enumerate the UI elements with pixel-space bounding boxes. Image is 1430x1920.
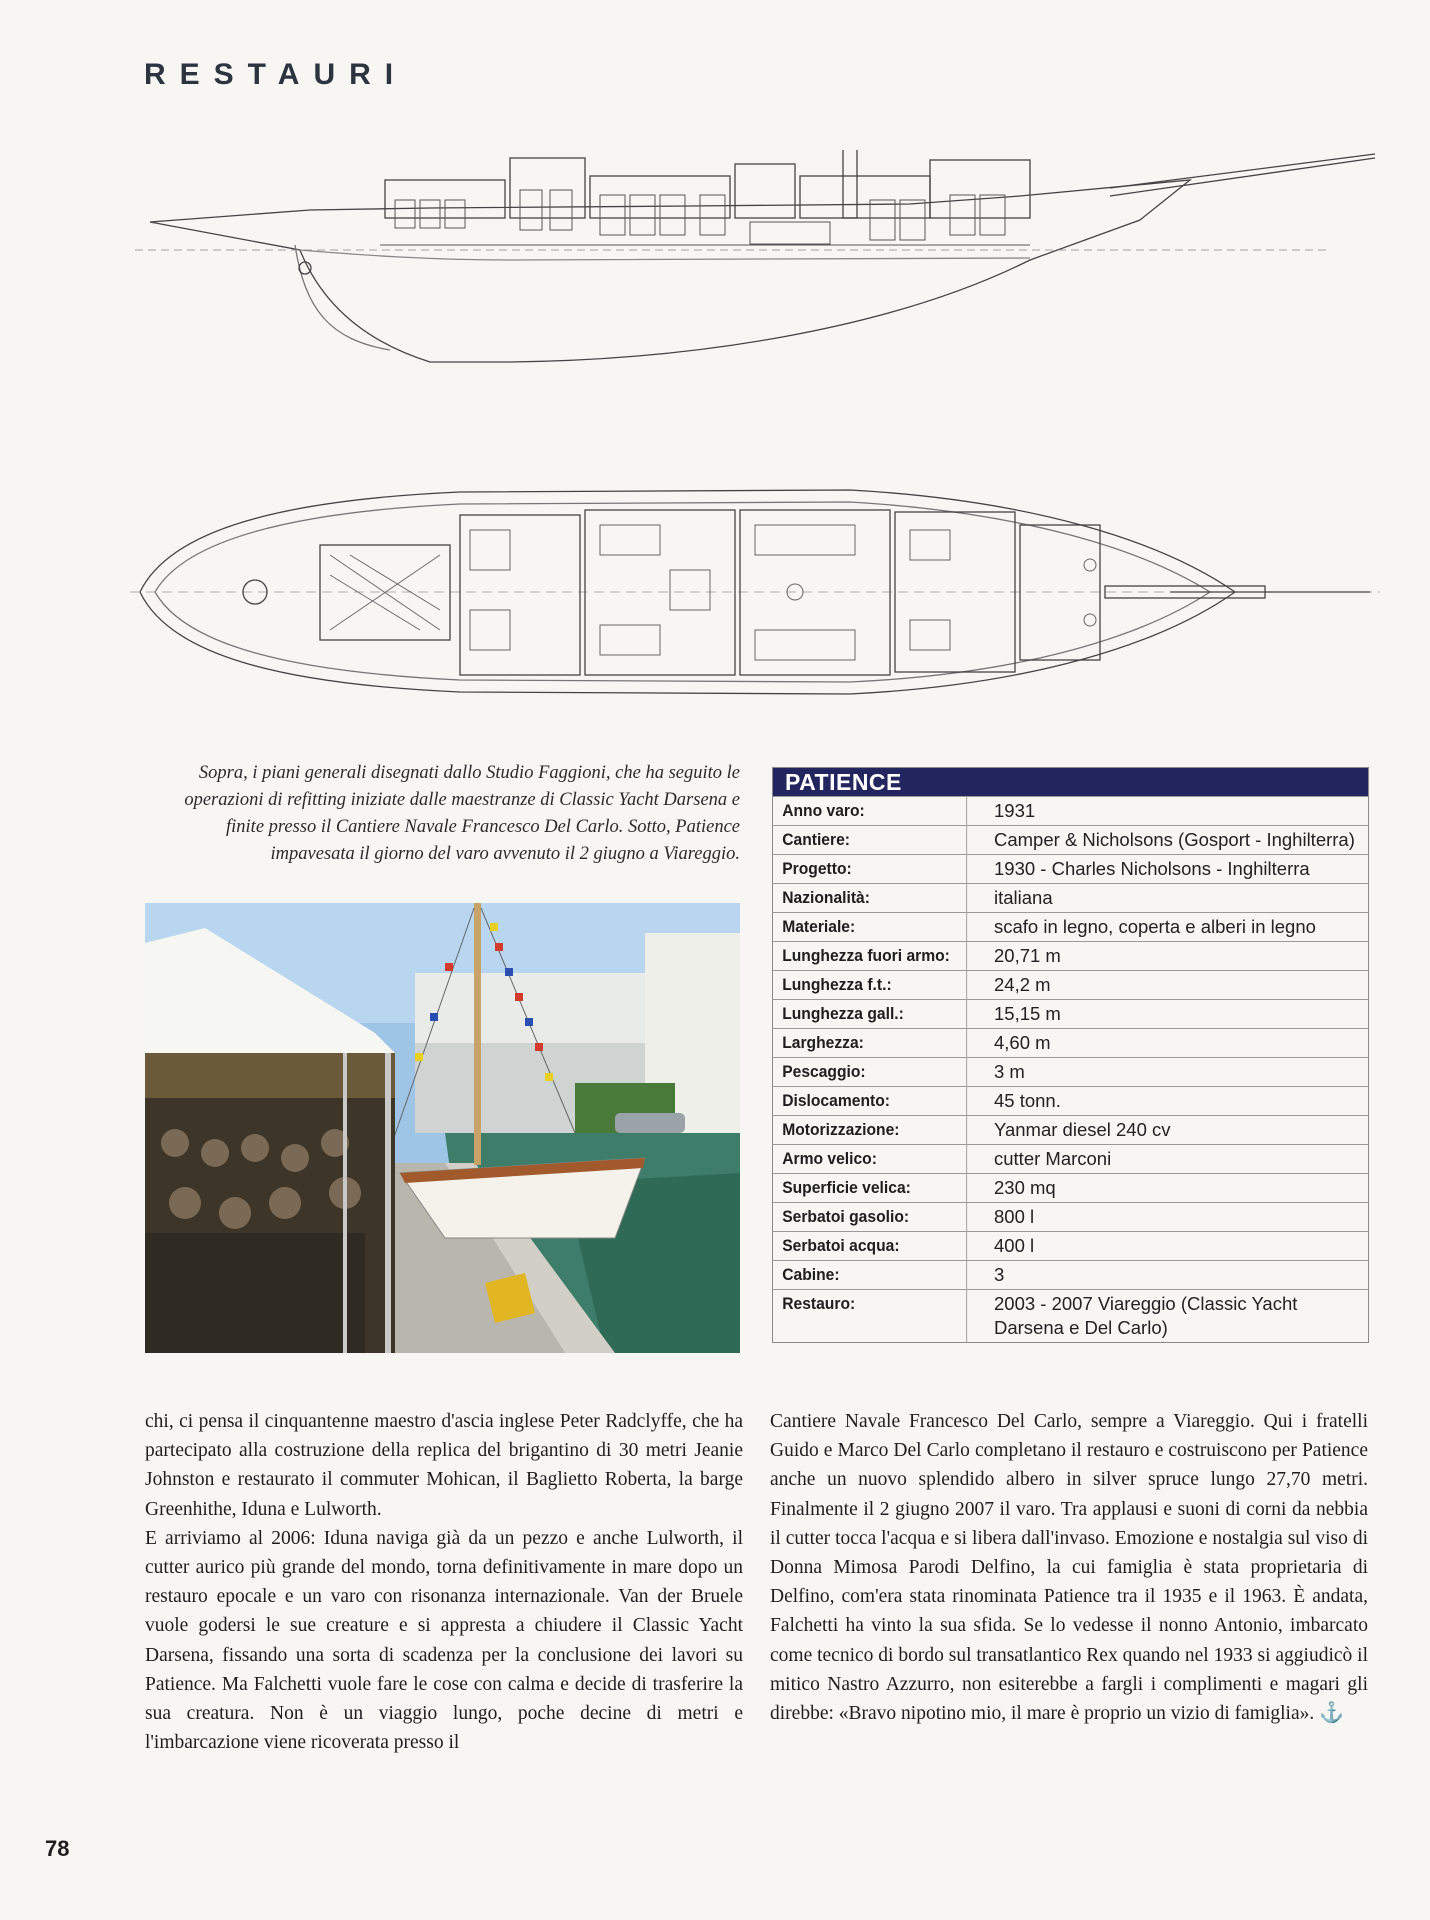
spec-row	[773, 1289, 1368, 1342]
launch-day-photo	[145, 903, 740, 1353]
spec-row	[773, 1028, 1368, 1057]
spec-row	[773, 999, 1368, 1028]
spec-value: scafo in legno, coperta e alberi in legno	[994, 916, 1316, 937]
spec-row	[773, 1144, 1368, 1173]
spec-label: Restauro:	[773, 1290, 967, 1342]
sail-plan-profile-drawing	[130, 150, 1380, 450]
spec-label: Cabine:	[773, 1261, 967, 1289]
spec-row	[773, 1260, 1368, 1289]
spec-row	[773, 1057, 1368, 1086]
spec-row	[773, 1086, 1368, 1115]
spec-label: Larghezza:	[773, 1029, 967, 1057]
spec-label: Cantiere:	[773, 826, 967, 854]
spec-row	[773, 970, 1368, 999]
spec-label: Lunghezza gall.:	[773, 1000, 967, 1028]
spec-label: Dislocamento:	[773, 1087, 967, 1115]
spec-label: Motorizzazione:	[773, 1116, 967, 1144]
body-column-left	[145, 1407, 743, 1757]
spec-value: 1931	[994, 800, 1036, 821]
spec-label: Pescaggio:	[773, 1058, 967, 1086]
body-column-right	[770, 1407, 1368, 1728]
spec-row	[773, 796, 1368, 825]
spec-value: cutter Marconi	[994, 1148, 1112, 1169]
spec-value: 24,2 m	[994, 974, 1051, 995]
anchor-icon: ⚓	[1319, 1702, 1345, 1725]
spec-value: Yanmar diesel 240 cv	[994, 1119, 1171, 1140]
spec-label: Lunghezza fuori armo:	[773, 942, 967, 970]
spec-value: 1930 - Charles Nicholsons - Inghilterra	[994, 858, 1310, 879]
spec-row	[773, 941, 1368, 970]
spec-row	[773, 912, 1368, 941]
spec-table-rows	[773, 796, 1368, 1342]
body-paragraph: chi, ci pensa il cinquantenne maestro d'ascia inglese Peter Radclyffe, che ha partecipato alla costruzione della replica del brigantino di 30 metri Jeanie Johnston e restaurato il commuter Mohican, il Baglietto Roberta, la barge Greenhithe, Iduna e Lulworth.	[145, 1411, 743, 1520]
spec-value: italiana	[994, 887, 1053, 908]
spec-label: Lunghezza f.t.:	[773, 971, 967, 999]
spec-table	[772, 767, 1369, 1343]
spec-label: Superficie velica:	[773, 1174, 967, 1202]
spec-value: 800 l	[994, 1206, 1035, 1227]
spec-value: 3	[994, 1264, 1005, 1285]
spec-row	[773, 883, 1368, 912]
spec-row	[773, 1173, 1368, 1202]
spec-table-title: PATIENCE	[773, 768, 1368, 796]
spec-label: Serbatoi gasolio:	[773, 1203, 967, 1231]
spec-value: 20,71 m	[994, 945, 1061, 966]
spec-value: 3 m	[994, 1061, 1025, 1082]
spec-value: 4,60 m	[994, 1032, 1051, 1053]
spec-row	[773, 854, 1368, 883]
spec-label: Materiale:	[773, 913, 967, 941]
spec-row	[773, 1115, 1368, 1144]
spec-value: 400 l	[994, 1235, 1035, 1256]
spec-value: Camper & Nicholsons (Gosport - Inghilterra)	[994, 829, 1355, 850]
body-text: Cantiere Navale Francesco Del Carlo, sempre a Viareggio. Qui i fratelli Guido e Marco Del Carlo completano il restauro e costruiscono per Patience anche un nuovo splendido albero in silver spruce lungo 27,70 metri. Finalmente il 2 giugno 2007 il varo. Tra applausi e suoni di corni da nebbia il cutter tocca l'acqua e si libera dall'invaso. Emozione e nostalgia sul viso di Donna Mimosa Parodi Delfino, la cui famiglia è stata proprietaria di Delfino, com'era stata rinominata Patience tra il 1935 e il 1963. È andata, Falchetti ha vinto la sua sfida. Se lo vedesse il nonno Antonio, imbarcato come tecnico di bordo sul transatlantico Rex quando nel 1933 si aggiudicò il mitico Nastro Azzurro, non esiterebbe a fargli i complimenti e magari gli direbbe: «Bravo nipotino mio, il mare è proprio un vizio di famiglia».	[770, 1411, 1368, 1725]
spec-row	[773, 1202, 1368, 1231]
spec-value: 230 mq	[994, 1177, 1056, 1198]
spec-label: Serbatoi acqua:	[773, 1232, 967, 1260]
spec-label: Anno varo:	[773, 797, 967, 825]
body-paragraph: E arriviamo al 2006: Iduna naviga già da un pezzo e anche Lulworth, il cutter aurico più grande del mondo, torna definitivamente in mare dopo un restauro epocale e un varo con risonanza internazionale. Van der Bruele vuole godersi le sue creature e si appresta a chiudere il Classic Yacht Darsena, fissando una sorta di scadenza per la conclusione dei lavori su Patience. Ma Falchetti vuole fare le cose con calma e decide di trasferire la sua creatura. Non è un viaggio lungo, poche decine di metri e l'imbarcazione viene ricoverata presso il	[145, 1527, 743, 1754]
deck-plan-drawing	[130, 470, 1380, 715]
figure-caption: Sopra, i piani generali disegnati dallo Studio Faggioni, che ha seguito le operazioni di refitting iniziate dalle maestranze di Classic Yacht Darsena e finite presso il Cantiere Navale Francesco Del Carlo. Sotto, Patience impavesata il giorno del varo avvenuto il 2 giugno a Viareggio.	[184, 763, 740, 864]
body-paragraph	[770, 1407, 1368, 1728]
spec-value: 45 tonn.	[994, 1090, 1061, 1111]
spec-label: Nazionalità:	[773, 884, 967, 912]
spec-row	[773, 1231, 1368, 1260]
page-number: 78	[45, 1836, 70, 1861]
spec-value: 15,15 m	[994, 1003, 1061, 1024]
spec-label: Progetto:	[773, 855, 967, 883]
spec-row	[773, 825, 1368, 854]
section-title: RESTAURI	[144, 58, 408, 91]
spec-value: 2003 - 2007 Viareggio (Classic Yacht Darsena e Del Carlo)	[994, 1293, 1298, 1338]
spec-label: Armo velico:	[773, 1145, 967, 1173]
